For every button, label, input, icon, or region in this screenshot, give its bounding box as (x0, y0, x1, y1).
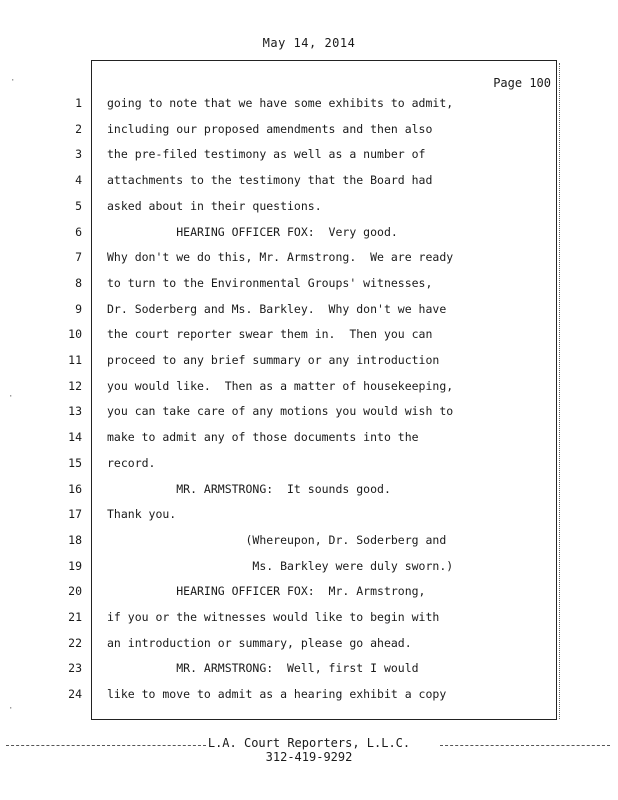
transcript-line: MR. ARMSTRONG: It sounds good. (107, 482, 391, 496)
transcript-line: if you or the witnesses would like to begin with (107, 610, 440, 624)
transcript-line: to turn to the Environmental Groups' witnesses, (107, 276, 433, 290)
transcript-line: Thank you. (107, 507, 177, 521)
line-number: 19 (68, 559, 82, 573)
transcript-line: record. (107, 456, 156, 470)
line-number: 15 (68, 456, 82, 470)
transcript-line: including our proposed amendments and then also (107, 122, 433, 136)
transcript-line: HEARING OFFICER FOX: Mr. Armstrong, (107, 584, 426, 598)
transcript-line: an introduction or summary, please go ahead. (107, 636, 412, 650)
line-number: 12 (68, 379, 82, 393)
line-number: 20 (68, 584, 82, 598)
line-number: 14 (68, 430, 82, 444)
line-number: 18 (68, 533, 82, 547)
transcript-line: Why don't we do this, Mr. Armstrong. We are ready (107, 250, 454, 264)
page-number: Page 100 (493, 76, 551, 90)
transcript-line: you would like. Then as a matter of housekeeping, (107, 379, 454, 393)
line-number: 6 (75, 225, 82, 239)
transcript-line: like to move to admit as a hearing exhibit a copy (107, 687, 447, 701)
line-number: 22 (68, 636, 82, 650)
line-number: 23 (68, 661, 82, 675)
line-number: 16 (68, 482, 82, 496)
transcript-line: the pre-filed testimony as well as a number of (107, 147, 426, 161)
transcript-line: proceed to any brief summary or any introduction (107, 353, 440, 367)
line-number: 5 (75, 199, 82, 213)
transcript-line: attachments to the testimony that the Board had (107, 173, 433, 187)
line-number: 1 (75, 96, 82, 110)
margin-mark: · (8, 704, 14, 714)
margin-mark: · (10, 76, 16, 86)
transcript-line: you can take care of any motions you would wish to (107, 404, 454, 418)
transcript-line: make to admit any of those documents into the (107, 430, 419, 444)
transcript-line: asked about in their questions. (107, 199, 322, 213)
line-number: 17 (68, 507, 82, 521)
line-number: 11 (68, 353, 82, 367)
line-number: 24 (68, 687, 82, 701)
footer-company: L.A. Court Reporters, L.L.C. (207, 736, 411, 750)
transcript-line: MR. ARMSTRONG: Well, first I would (107, 661, 419, 675)
transcript-line: Ms. Barkley were duly sworn.) (107, 559, 454, 573)
transcript-line: (Whereupon, Dr. Soderberg and (107, 533, 447, 547)
transcript-line: Dr. Soderberg and Ms. Barkley. Why don't we have (107, 302, 447, 316)
line-number: 2 (75, 122, 82, 136)
margin-mark: · (8, 392, 14, 402)
transcript-line: HEARING OFFICER FOX: Very good. (107, 225, 398, 239)
transcript-line: going to note that we have some exhibits to admit, (107, 96, 454, 110)
line-number: 8 (75, 276, 82, 290)
line-number: 4 (75, 173, 82, 187)
line-number: 21 (68, 610, 82, 624)
line-number: 3 (75, 147, 82, 161)
line-number: 9 (75, 302, 82, 316)
line-number: 7 (75, 250, 82, 264)
line-number: 13 (68, 404, 82, 418)
transcript-line: the court reporter swear them in. Then you can (107, 327, 433, 341)
line-number: 10 (68, 327, 82, 341)
header-date: May 14, 2014 (262, 36, 356, 50)
footer-phone: 312-419-9292 (265, 750, 353, 764)
